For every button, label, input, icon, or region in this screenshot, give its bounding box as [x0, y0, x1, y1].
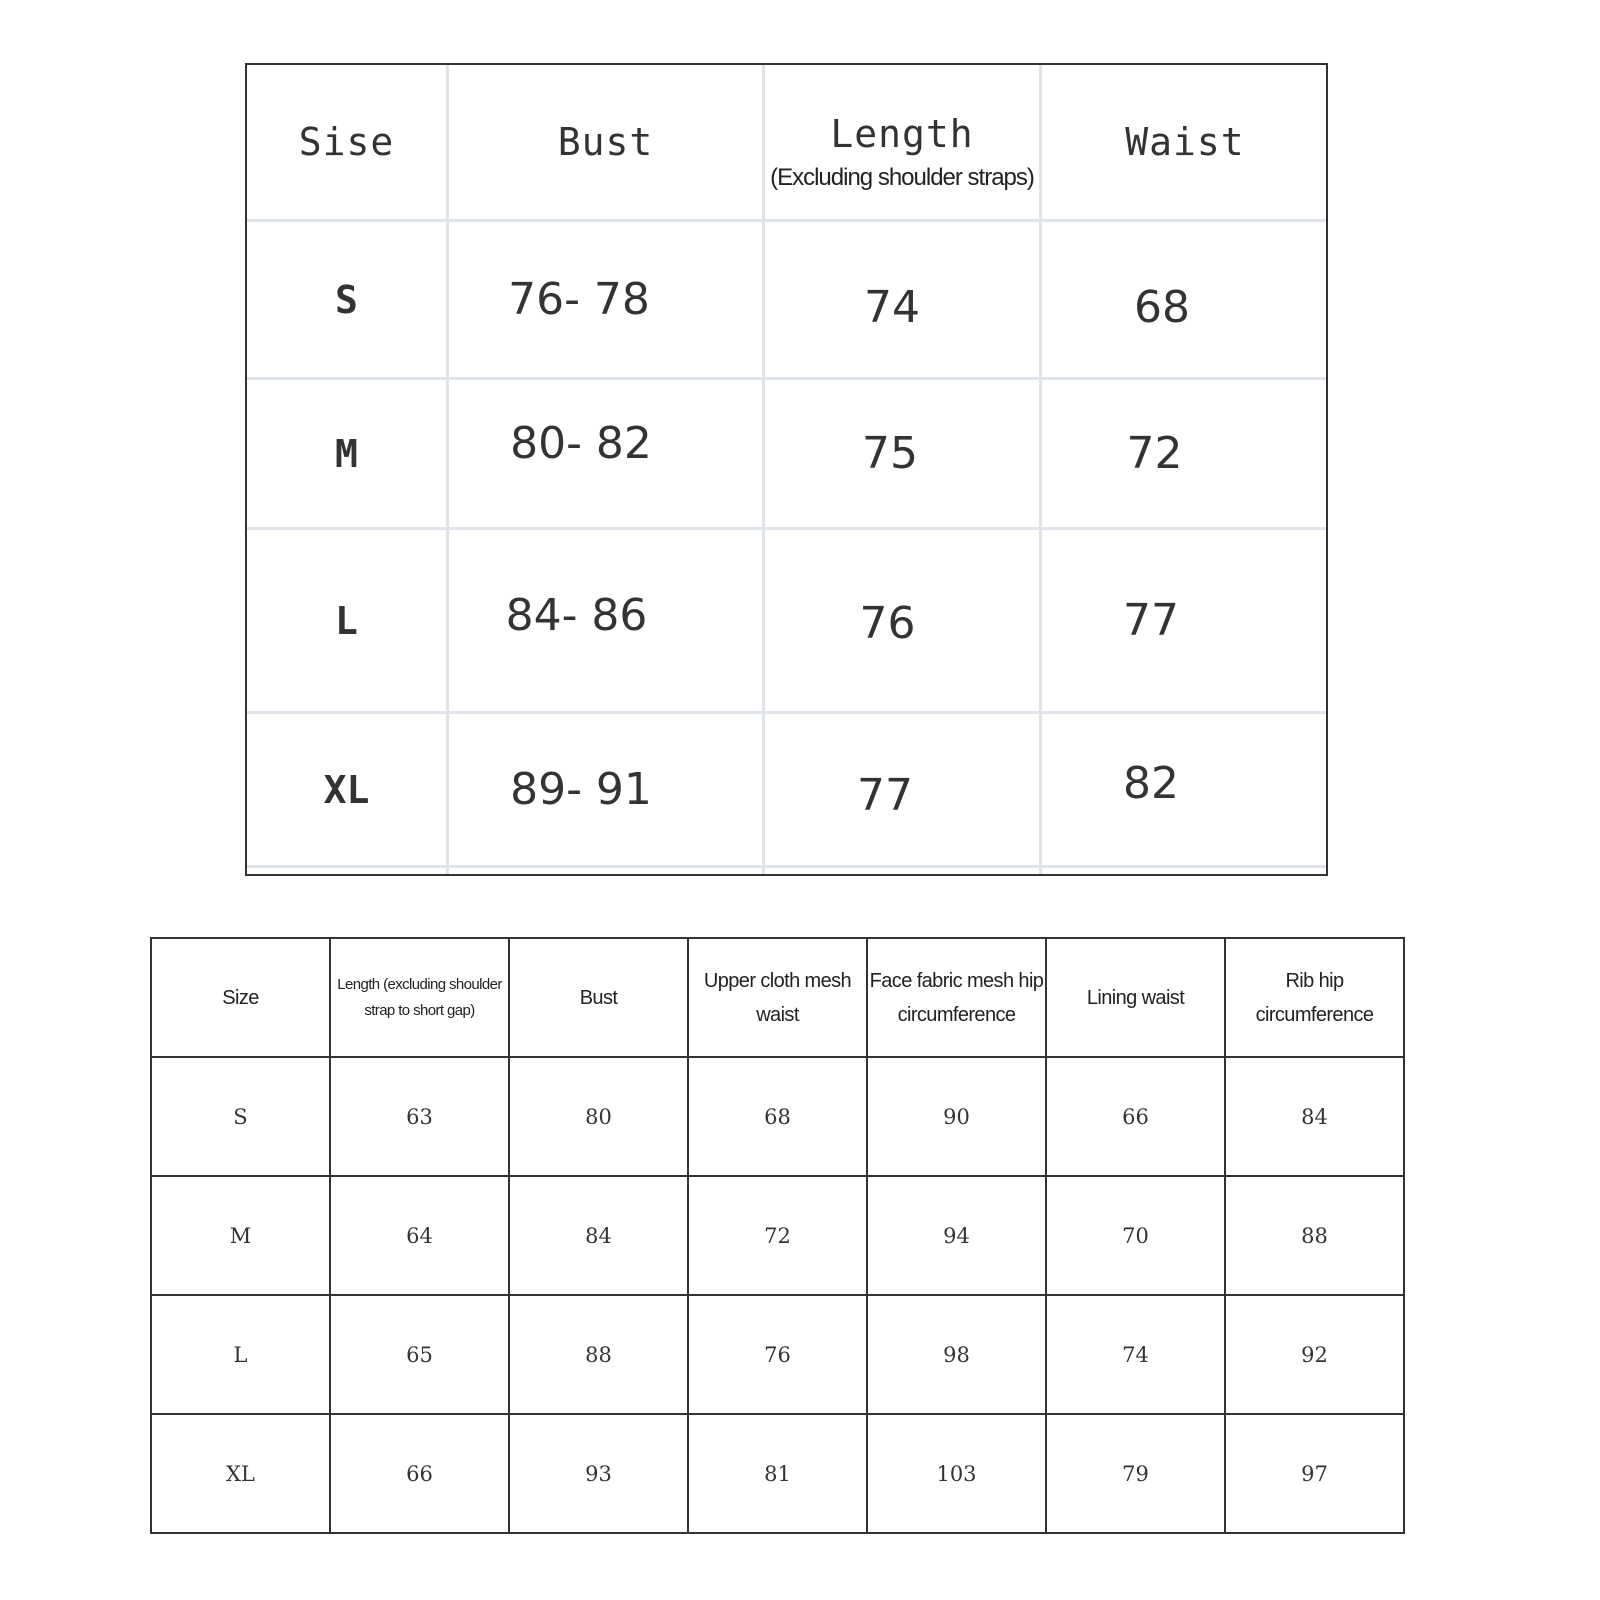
length-cell: 63	[330, 1057, 509, 1176]
rib-hip-cell: 84	[1225, 1057, 1404, 1176]
bust-cell: 89- 91	[510, 764, 652, 815]
header-upper-cloth-mesh-waist: Upper cloth mesh waist	[688, 938, 867, 1057]
header-length-cell	[765, 65, 1039, 219]
header-length: Length	[830, 112, 974, 156]
waist-cell: 72	[1126, 428, 1183, 479]
bust-cell: 93	[509, 1414, 688, 1533]
rib-hip-cell: 88	[1225, 1176, 1404, 1295]
face-hip-cell: 103	[867, 1414, 1046, 1533]
size-cell: XL	[323, 767, 370, 812]
size-cell: M	[151, 1176, 330, 1295]
header-size: Sise	[298, 120, 395, 164]
size-chart-table-1	[245, 63, 1328, 876]
waist-cell: 68	[1134, 282, 1190, 333]
header-bust: Bust	[509, 938, 688, 1057]
table-header-row	[151, 938, 1404, 1057]
header-rib-hip: Rib hip circumference	[1225, 938, 1404, 1057]
size-cell: XL	[151, 1414, 330, 1533]
face-hip-cell: 98	[867, 1295, 1046, 1414]
upper-waist-cell: 76	[688, 1295, 867, 1414]
size-cell: L	[151, 1295, 330, 1414]
bust-cell: 88	[509, 1295, 688, 1414]
rib-hip-cell: 97	[1225, 1414, 1404, 1533]
size-cell: S	[335, 277, 358, 322]
size-cell: L	[335, 598, 358, 643]
lining-waist-cell: 79	[1046, 1414, 1225, 1533]
header-waist: Waist	[1125, 120, 1245, 164]
length-cell: 74	[864, 282, 920, 333]
table-row	[151, 1414, 1404, 1533]
header-bust: Bust	[557, 120, 654, 164]
waist-cell: 77	[1123, 595, 1179, 646]
bust-cell: 80- 82	[510, 418, 652, 469]
bust-cell: 84- 86	[505, 590, 648, 641]
length-cell: 66	[330, 1414, 509, 1533]
header-lining-waist: Lining waist	[1046, 938, 1225, 1057]
length-cell: 64	[330, 1176, 509, 1295]
upper-waist-cell: 68	[688, 1057, 867, 1176]
lining-waist-cell: 66	[1046, 1057, 1225, 1176]
face-hip-cell: 90	[867, 1057, 1046, 1176]
table-row	[151, 1176, 1404, 1295]
table-row	[151, 1295, 1404, 1414]
size-cell: S	[151, 1057, 330, 1176]
lining-waist-cell: 70	[1046, 1176, 1225, 1295]
lining-waist-cell: 74	[1046, 1295, 1225, 1414]
bust-cell: 84	[509, 1176, 688, 1295]
header-face-fabric-mesh-hip: Face fabric mesh hip circumference	[867, 938, 1046, 1057]
size-chart-table-2	[150, 937, 1405, 1534]
face-hip-cell: 94	[867, 1176, 1046, 1295]
rib-hip-cell: 92	[1225, 1295, 1404, 1414]
size-cell: M	[335, 431, 358, 476]
upper-waist-cell: 81	[688, 1414, 867, 1533]
header-size: Size	[151, 938, 330, 1057]
waist-cell: 82	[1123, 758, 1179, 809]
bust-cell: 80	[509, 1057, 688, 1176]
length-cell: 77	[857, 770, 913, 821]
length-cell: 65	[330, 1295, 509, 1414]
length-cell: 75	[862, 428, 918, 479]
table-row	[151, 1057, 1404, 1176]
upper-waist-cell: 72	[688, 1176, 867, 1295]
length-cell: 76	[859, 598, 916, 649]
header-length: Length (excluding shoulder strap to short gap)	[330, 938, 509, 1057]
header-length-note: (Excluding shoulder straps)	[770, 164, 1034, 191]
bust-cell: 76- 78	[508, 274, 650, 325]
